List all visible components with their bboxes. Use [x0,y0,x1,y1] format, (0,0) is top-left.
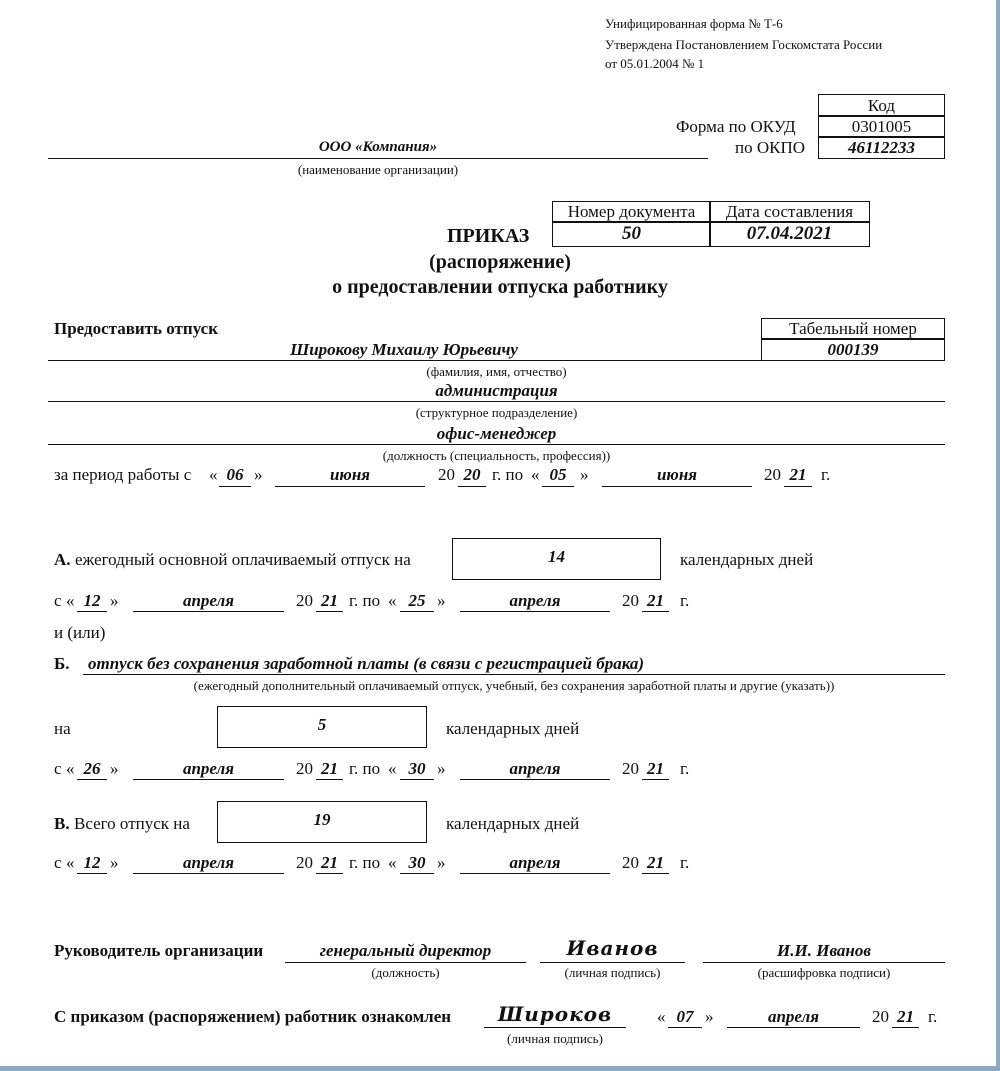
section-a-from-day-line [77,611,107,612]
department-value: администрация [435,381,558,400]
ack-year-suffix: г. [928,1007,938,1026]
doc-number-header-cell [552,201,711,223]
section-v-to-day-line [400,873,434,874]
head-signature-line [540,962,685,963]
acknowledgement-label: С приказом (распоряжением) работник ознакомлен [54,1007,452,1026]
section-v-from-day: 12 [83,853,101,872]
code-label: Код [867,95,896,115]
section-v-to-year: 21 [647,853,664,872]
doc-number-label: Номер документа [567,202,696,221]
organization-caption: (наименование организации) [297,162,459,177]
position-line [48,444,945,445]
section-a-days-box [452,538,661,580]
section-b-year-suffix: г. [680,759,690,778]
okpo-cell [818,136,945,159]
order-title: ПРИКАЗ [447,225,530,247]
section-a-from-month-line [133,611,284,612]
head-position-caption: (должность) [371,965,440,980]
section-b-century-1: 20 [296,759,313,778]
employee-name-caption: (фамилия, имя, отчество) [426,364,567,379]
section-a-letter: А. [54,550,71,569]
section-b-close-quote-1: » [110,759,119,778]
employee-signature-line [484,1027,626,1028]
and-or-label: и (или) [54,623,106,642]
section-v-label: Всего отпуск на [74,814,190,833]
section-a-year-suffix: г. [680,591,690,610]
work-period-to-month: июня [656,465,698,484]
form-reference-line1: Унифицированная форма № Т-6 [605,16,783,31]
head-signature-caption: (личная подпись) [564,965,661,980]
section-a-century-2: 20 [622,591,639,610]
section-v-century-2: 20 [622,853,639,872]
work-period-from-month: июня [329,465,371,484]
ack-year: 21 [897,1007,914,1026]
work-period-from-day-line [219,486,251,487]
section-v-open-quote-1: « [66,853,75,872]
employee-name: Широкову Михаилу Юрьевичу [290,340,518,359]
work-period-open-quote-1: « [209,465,218,484]
section-b-open-quote-2: « [388,759,397,778]
work-period-to-year-line [784,486,812,487]
page-edge-right [996,0,1000,1071]
head-signature: Иванов [566,936,659,960]
ack-year-line [892,1027,919,1028]
work-period-to-label: г. по [492,465,524,484]
okud-label: Форма по ОКУД [676,117,796,136]
work-period-from-month-line [275,486,425,487]
department-line [48,401,945,402]
work-period-year-suffix: г. [821,465,831,484]
work-period-to-day-line [542,486,574,487]
ack-month: апреля [767,1007,820,1026]
doc-date-header-cell [709,201,870,223]
section-a-to-month: апреля [509,591,561,610]
tab-number-header-cell [761,318,945,340]
section-b-from-prefix: с [54,759,62,778]
section-v-from-prefix: с [54,853,62,872]
section-v-from-month-line [133,873,284,874]
section-a-close-quote-1: » [110,591,119,610]
section-a-to-year: 21 [647,591,664,610]
section-v-open-quote-2: « [388,853,397,872]
section-b-to-year-line [642,779,669,780]
section-a-to-year-line [642,611,669,612]
work-period-century-2: 20 [764,465,781,484]
order-subtitle: (распоряжение) [429,251,571,273]
work-period-close-quote-2: » [580,465,589,484]
section-v-close-quote-2: » [437,853,446,872]
section-a-century-1: 20 [296,591,313,610]
section-a-to-day: 25 [408,591,426,610]
section-b-caption: (ежегодный дополнительный оплачиваемый отпуск, учебный, без сохранения заработной платы и другие (указать)) [193,678,835,693]
section-a-to-label: г. по [349,591,381,610]
section-a-days: 14 [548,547,565,566]
section-b-days-box [217,706,427,748]
section-b-to-label: г. по [349,759,381,778]
section-v-letter: В. [54,814,70,833]
tab-number-value: 000139 [827,339,879,359]
section-b-from-day: 26 [83,759,101,778]
section-v-year-suffix: г. [680,853,690,872]
organization-name: ООО «Компания» [318,139,438,155]
position-value: офис-менеджер [436,424,557,443]
okud-value: 0301005 [851,116,912,136]
section-v-from-year: 21 [321,853,338,872]
doc-date-cell [709,221,870,247]
section-b-to-year: 21 [647,759,664,778]
section-v-to-label: г. по [349,853,381,872]
section-b-from-month-line [133,779,284,780]
doc-number-value: 50 [622,223,641,244]
section-b-open-quote-1: « [66,759,75,778]
section-b-days-label: календарных дней [446,719,580,738]
section-v-days: 19 [313,810,331,829]
section-a-label: ежегодный основной оплачиваемый отпуск на [75,550,411,569]
section-b-from-day-line [77,779,107,780]
section-b-leave-type-line [83,674,945,675]
section-v-from-month: апреля [182,853,235,872]
head-label: Руководитель организации [54,941,264,960]
employee-name-line [48,360,945,361]
employee-signature-caption: (личная подпись) [507,1031,603,1046]
ack-day-line [668,1027,702,1028]
section-b-to-month-line [460,779,610,780]
ack-century: 20 [872,1007,889,1026]
position-caption: (должность (специальность, профессия)) [382,448,611,463]
employee-signature: Широков [497,1002,613,1026]
code-header-cell [818,94,945,117]
work-period-from-day: 06 [226,465,244,484]
ack-open-quote: « [657,1007,666,1026]
section-b-to-day: 30 [408,759,426,778]
section-b-to-day-line [400,779,434,780]
work-period-century-1: 20 [438,465,455,484]
work-period-to-day: 05 [549,465,567,484]
page-edge-bottom [0,1066,1000,1071]
section-a-to-day-line [400,611,434,612]
work-period-close-quote-1: » [254,465,263,484]
ack-month-line [727,1027,860,1028]
section-v-days-box [217,801,427,843]
section-v-from-year-line [316,873,343,874]
section-a-from-month: апреля [182,591,235,610]
head-position-line [285,962,526,963]
section-b-leave-type: отпуск без сохранения заработной платы (в связи с регистрацией брака) [88,654,645,673]
department-caption: (структурное подразделение) [415,405,578,420]
section-b-on-label: на [54,719,71,738]
doc-number-cell [552,221,711,247]
section-b-from-year: 21 [321,759,338,778]
section-b-from-month: апреля [182,759,235,778]
okud-cell [818,115,945,138]
section-a-from-prefix: с [54,591,62,610]
section-b-from-year-line [316,779,343,780]
doc-date-value: 07.04.2021 [746,223,833,244]
section-a-open-quote-2: « [388,591,397,610]
form-reference-line3: от 05.01.2004 № 1 [605,56,705,71]
head-name: И.И. Иванов [777,941,871,960]
section-b-days: 5 [317,715,327,734]
work-period-to-year: 21 [789,465,807,484]
head-name-line [703,962,945,963]
form-reference-line2: Утверждена Постановлением Госкомстата России [605,37,883,52]
okpo-label: по ОКПО [735,138,806,157]
section-v-from-day-line [77,873,107,874]
section-v-to-year-line [642,873,669,874]
ack-day: 07 [676,1007,694,1026]
ack-close-quote: » [705,1007,714,1026]
order-subject: о предоставлении отпуска работнику [332,276,668,298]
section-b-century-2: 20 [622,759,639,778]
grant-label: Предоставить отпуск [54,319,219,338]
section-a-from-year: 21 [321,591,338,610]
section-v-century-1: 20 [296,853,313,872]
head-position: генеральный директор [319,941,492,960]
section-v-to-day: 30 [408,853,426,872]
tab-number-cell [761,338,945,361]
work-period-from-year: 20 [463,465,481,484]
section-v-days-label: календарных дней [446,814,580,833]
section-a-open-quote-1: « [66,591,75,610]
section-a-days-label: календарных дней [680,550,814,569]
work-period-open-quote-2: « [531,465,540,484]
section-b-to-month: апреля [509,759,561,778]
work-period-to-month-line [602,486,752,487]
section-a-close-quote-2: » [437,591,446,610]
work-period-label: за период работы с [54,465,192,484]
doc-date-label: Дата составления [725,202,854,221]
section-a-from-day: 12 [83,591,101,610]
organization-line [48,158,708,159]
section-b-letter: Б. [54,654,70,673]
section-a-to-month-line [460,611,610,612]
tab-number-label: Табельный номер [789,319,917,338]
section-b-close-quote-2: » [437,759,446,778]
section-v-to-month-line [460,873,610,874]
section-v-to-month: апреля [509,853,561,872]
section-v-close-quote-1: » [110,853,119,872]
work-period-from-year-line [458,486,486,487]
okpo-value: 46112233 [847,137,916,157]
section-a-from-year-line [316,611,343,612]
head-name-caption: (расшифровка подписи) [757,965,891,980]
